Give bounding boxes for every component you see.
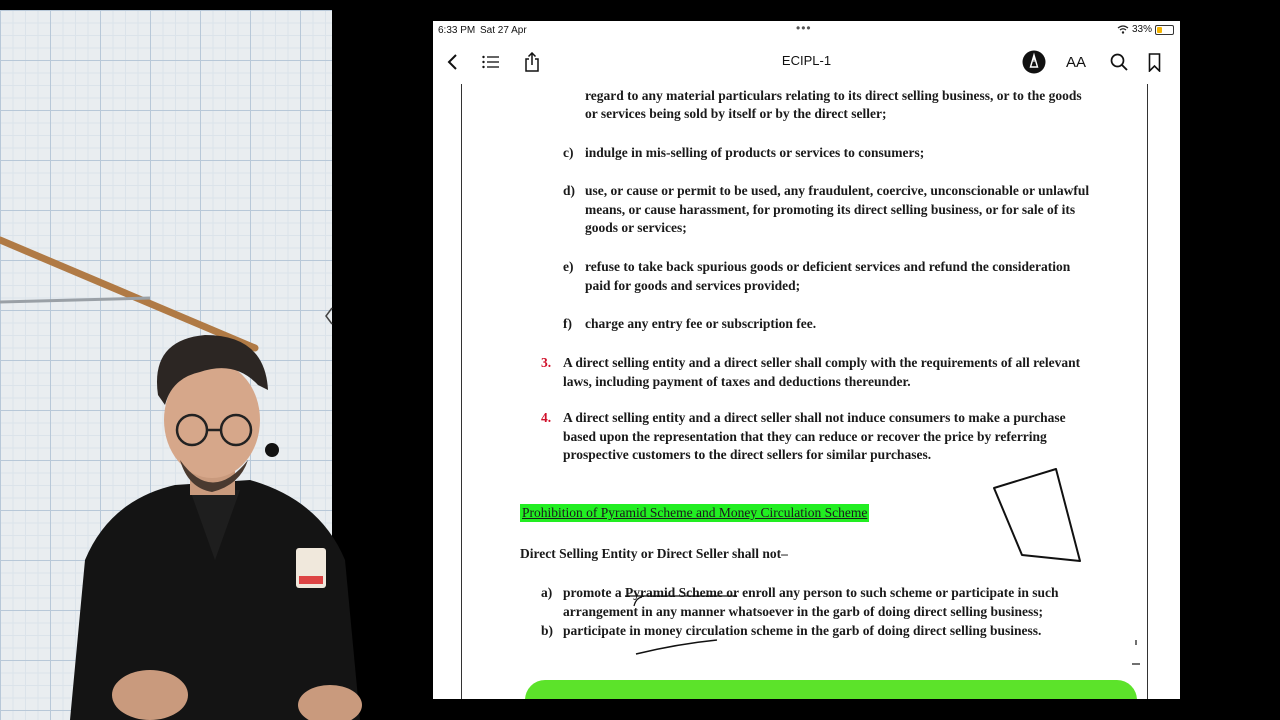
status-date: Sat 27 Apr	[480, 25, 527, 36]
item-label: d)	[563, 183, 576, 198]
text-line: prospective customers to the direct sellers for similar purchases.	[563, 447, 932, 462]
text-line: indulge in mis-selling of products or services to consumers;	[585, 145, 925, 160]
markup-button[interactable]	[1022, 50, 1046, 74]
handwritten-annotations	[462, 84, 1147, 699]
battery-icon	[1155, 25, 1174, 35]
camera-feed	[0, 0, 432, 720]
status-right	[1117, 24, 1174, 35]
bookmark-button[interactable]	[1142, 50, 1166, 74]
pdf-page[interactable]	[461, 84, 1148, 699]
document-title: ECIPL-1	[781, 53, 832, 68]
text-line: goods or services;	[585, 220, 687, 235]
status-bar	[433, 21, 1180, 39]
bookmark-icon	[1148, 53, 1161, 72]
item-label: f)	[563, 316, 572, 331]
text-line: A direct selling entity and a direct seller shall not induce consumers to make a purchase	[563, 410, 1066, 425]
search-button[interactable]	[1107, 50, 1131, 74]
text-line: promote a Pyramid Scheme or enroll any person to such scheme or participate in such	[563, 585, 1059, 600]
text-line: refuse to take back spurious goods or deficient services and refund the consideration	[585, 259, 1071, 274]
section-heading: Prohibition of Pyramid Scheme and Money Circulation Scheme	[522, 505, 868, 520]
text-line: paid for goods and services provided;	[585, 277, 801, 293]
text-line: participate in money circulation scheme in the garb of doing direct selling business.	[563, 623, 1042, 638]
markup-pen-icon	[1022, 50, 1046, 74]
text-size-button[interactable]: AA	[1065, 53, 1086, 71]
text-line: based upon the representation that they can reduce or recover the price by referring	[563, 428, 1047, 444]
multitask-dots-icon[interactable]: •••	[796, 21, 812, 35]
presenter-figure	[0, 0, 432, 720]
text-line: arrangement in any manner whatsoever in the garb of doing direct selling business;	[563, 603, 1044, 619]
green-highlight-bar	[525, 680, 1137, 699]
battery-percentage: 33%	[1131, 24, 1152, 35]
triangle-sketch	[994, 469, 1080, 561]
section-intro: Direct Selling Entity or Direct Seller shall not–	[520, 546, 788, 561]
text-line: laws, including payment of taxes and deductions thereunder.	[563, 373, 911, 389]
clause-number: 3.	[541, 355, 552, 370]
text-line: means, or cause harassment, for promoting its direct selling business, or for sale of its	[585, 201, 1076, 217]
toolbar	[433, 43, 1180, 79]
search-icon	[1110, 53, 1128, 71]
item-label: c)	[563, 145, 574, 160]
status-time: 6:33 PM	[438, 25, 476, 36]
wifi-icon	[1117, 25, 1129, 34]
item-label: a)	[541, 585, 553, 600]
text-line: use, or cause or permit to be used, any fraudulent, coercive, unconscionable or unlawful	[585, 183, 1090, 198]
text-line: charge any entry fee or subscription fee.	[585, 316, 817, 331]
top-fragment-line3: or services being sold by itself or by the direct seller;	[585, 106, 887, 121]
pdf-viewer-window	[433, 21, 1180, 699]
text-line: A direct selling entity and a direct seller shall comply with the requirements of all relevant	[563, 355, 1081, 370]
clause-number: 4.	[541, 410, 552, 425]
pen-stroke	[634, 597, 642, 606]
item-label: e)	[563, 259, 574, 274]
top-fragment-line2: regard to any material particulars relating to its direct selling business, or to the goods	[585, 88, 1082, 103]
item-label: b)	[541, 623, 554, 638]
underline-circulation	[636, 640, 717, 654]
